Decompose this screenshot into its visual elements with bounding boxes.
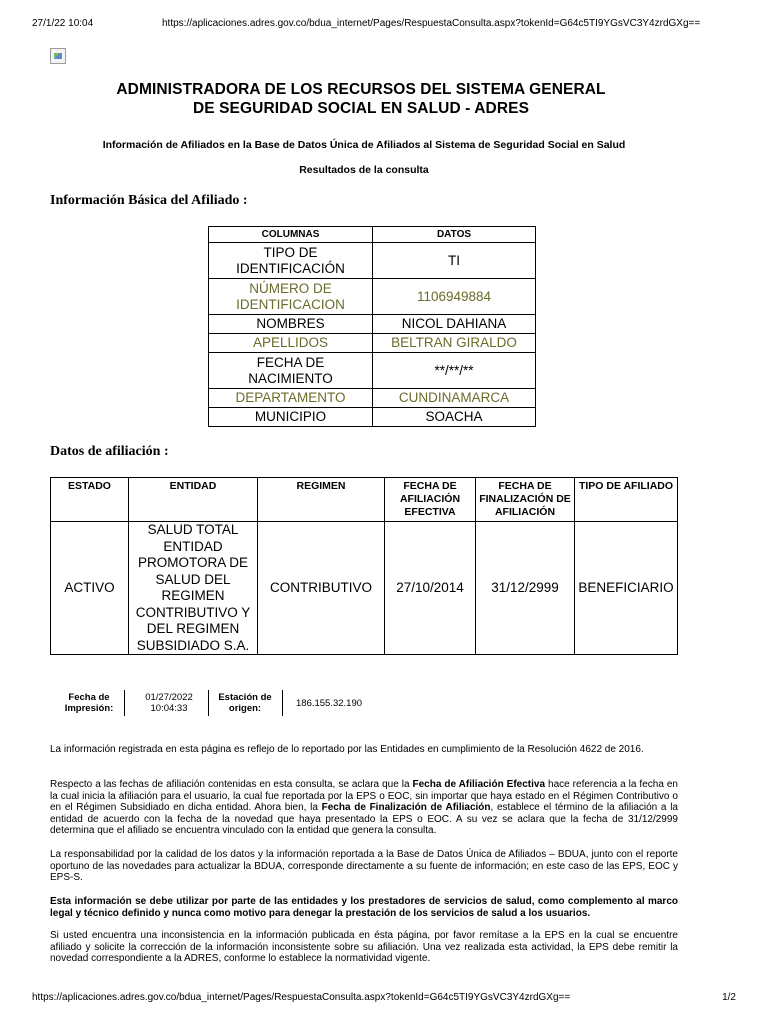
row-label: TIPO DE IDENTIFICACIÓN <box>209 243 373 279</box>
row-value: **/**/** <box>373 353 536 389</box>
station-label-line1: Estación de <box>218 692 272 703</box>
note-dates-bold-1: Fecha de Afiliación Efectiva <box>412 779 546 790</box>
cell-fecha-finalizacion: 31/12/2999 <box>476 522 575 655</box>
row-label: NOMBRES <box>209 315 373 334</box>
table-row <box>209 389 536 408</box>
row-value: NICOL DAHIANA <box>373 315 536 334</box>
row-value: SOACHA <box>373 408 536 427</box>
page-subtitle: Información de Afiliados en la Base de Datos Única de Afiliados al Sistema de Seguridad Social en Salud <box>102 139 626 151</box>
col-header-entidad: ENTIDAD <box>129 478 258 522</box>
row-label: DEPARTAMENTO <box>209 389 373 408</box>
row-value: TI <box>373 243 536 279</box>
table-row <box>51 522 678 655</box>
col-header-estado: ESTADO <box>51 478 129 522</box>
page-number: 1/2 <box>722 992 736 1003</box>
note-dates <box>50 779 678 837</box>
page-title <box>0 80 722 118</box>
table-row <box>209 315 536 334</box>
print-date-label <box>60 692 118 714</box>
cell-regimen: CONTRIBUTIVO <box>258 522 385 655</box>
affiliation-table <box>50 477 678 655</box>
divider <box>208 690 209 716</box>
table-header-row <box>209 227 536 243</box>
print-date-value-line1: 01/27/2022 <box>145 692 193 703</box>
col-header-tipo-afiliado: TIPO DE AFILIADO <box>575 478 678 522</box>
row-value: BELTRAN GIRALDO <box>373 334 536 353</box>
row-label: NÚMERO DE IDENTIFICACION <box>209 279 373 315</box>
basic-info-heading: Información Básica del Afiliado : <box>50 193 248 208</box>
results-label: Resultados de la consulta <box>299 164 429 176</box>
title-line-2: DE SEGURIDAD SOCIAL EN SALUD - ADRES <box>192 100 530 117</box>
table-row <box>209 243 536 279</box>
station-value: 186.155.32.190 <box>296 698 363 709</box>
print-date-value <box>138 692 200 714</box>
note-dates-text-1: Respecto a las fechas de afiliación contenidas en esta consulta, se aclara que la <box>50 779 413 790</box>
affiliation-heading: Datos de afiliación : <box>50 444 169 459</box>
cell-tipo-afiliado: BENEFICIARIO <box>575 522 678 655</box>
table-row <box>209 408 536 427</box>
note-dates-text-2: hace referencia a la fecha en la cual inicia la afiliación para el usuario, la cual fue reportada por la EPS o EOC, sin importar que haya estado en el Régimen Contributivo o en el Régimen Subsidiado en dicha entidad. Ahora bien, la <box>50 779 678 813</box>
footer-url: https://aplicaciones.adres.gov.co/bdua_internet/Pages/RespuestaConsulta.aspx?tokenId=G64c5TI9YGsVC3Y4zrdGXg== <box>32 992 571 1003</box>
note-dates-text-3: , establece el término de la afiliación a la entidad de acuerdo con la fecha de la novedad que haya presentado la EPS o EOC. A su vez se aclara que la fecha de 31/12/2999 determina que el afiliado se encuentra vinculado con la entidad que genera la consulta. <box>50 802 678 836</box>
table-header-row <box>51 478 678 522</box>
print-url: https://aplicaciones.adres.gov.co/bdua_internet/Pages/RespuestaConsulta.aspx?tokenId=G64c5TI9YGsVC3Y4zrdGXg== <box>162 18 701 29</box>
col-header-fecha-afiliacion: FECHA DE AFILIACIÓN EFECTIVA <box>385 478 476 522</box>
note-usage-bold: Esta información se debe utilizar por parte de las entidades y los prestadores de servicios de salud, como complemento al marco legal y técnico definido y nunca como motivo para denegar la prestación de los servicios de salud a los usuarios. <box>50 896 678 919</box>
row-label: MUNICIPIO <box>209 408 373 427</box>
cell-fecha-afiliacion: 27/10/2014 <box>385 522 476 655</box>
cell-entidad: SALUD TOTAL ENTIDAD PROMOTORA DE SALUD DEL REGIMEN CONTRIBUTIVO Y DEL REGIMEN SUBSIDIADO S.A. <box>129 522 258 655</box>
row-value: 1106949884 <box>373 279 536 315</box>
note-dates-bold-2: Fecha de Finalización de Afiliación <box>321 802 491 813</box>
note-resolution: La información registrada en esta página es reflejo de lo reportado por las Entidades en cumplimiento de la Resolución 4622 de 2016. <box>50 744 644 755</box>
print-datetime: 27/1/22 10:04 <box>32 18 94 29</box>
table-row <box>209 279 536 315</box>
row-value: CUNDINAMARCA <box>373 389 536 408</box>
print-date-label-line1: Fecha de <box>68 692 110 703</box>
broken-image-icon <box>50 48 66 64</box>
row-label: FECHA DE NACIMIENTO <box>209 353 373 389</box>
note-inconsistency: Si usted encuentra una inconsistencia en la información publicada en ésta página, por favor remítase a la EPS en la cual se encuentre afiliado y solicite la corrección de la información inconsistente sobre su afiliación. Una vez realizada esta actividad, la EPS debe remitir la novedad correspondiente a la ADRES, conforme lo establece la normatividad vigente. <box>50 930 678 964</box>
col-header-datos: DATOS <box>373 227 536 243</box>
title-line-1: ADMINISTRADORA DE LOS RECURSOS DEL SISTEMA GENERAL <box>116 81 606 98</box>
col-header-columnas: COLUMNAS <box>209 227 373 243</box>
row-label: APELLIDOS <box>209 334 373 353</box>
divider <box>124 690 125 716</box>
station-label <box>215 692 275 714</box>
print-date-label-line2: Impresión: <box>64 703 114 714</box>
divider <box>282 690 283 716</box>
cell-estado: ACTIVO <box>51 522 129 655</box>
note-responsibility: La responsabilidad por la calidad de los datos y la información reportada a la Base de Datos Única de Afiliados – BDUA, junto con el reporte oportuno de las novedades para actualizar la BDUA, corresponde directamente a su fuente de información; en este caso de las EPS, EOC y EPS-S. <box>50 849 678 883</box>
station-label-line2: origen: <box>228 703 262 714</box>
basic-info-table <box>208 226 536 427</box>
print-date-value-line2: 10:04:33 <box>150 703 188 714</box>
table-row <box>209 353 536 389</box>
col-header-fecha-finalizacion: FECHA DE FINALIZACIÓN DE AFILIACIÓN <box>476 478 575 522</box>
col-header-regimen: REGIMEN <box>258 478 385 522</box>
table-row <box>209 334 536 353</box>
